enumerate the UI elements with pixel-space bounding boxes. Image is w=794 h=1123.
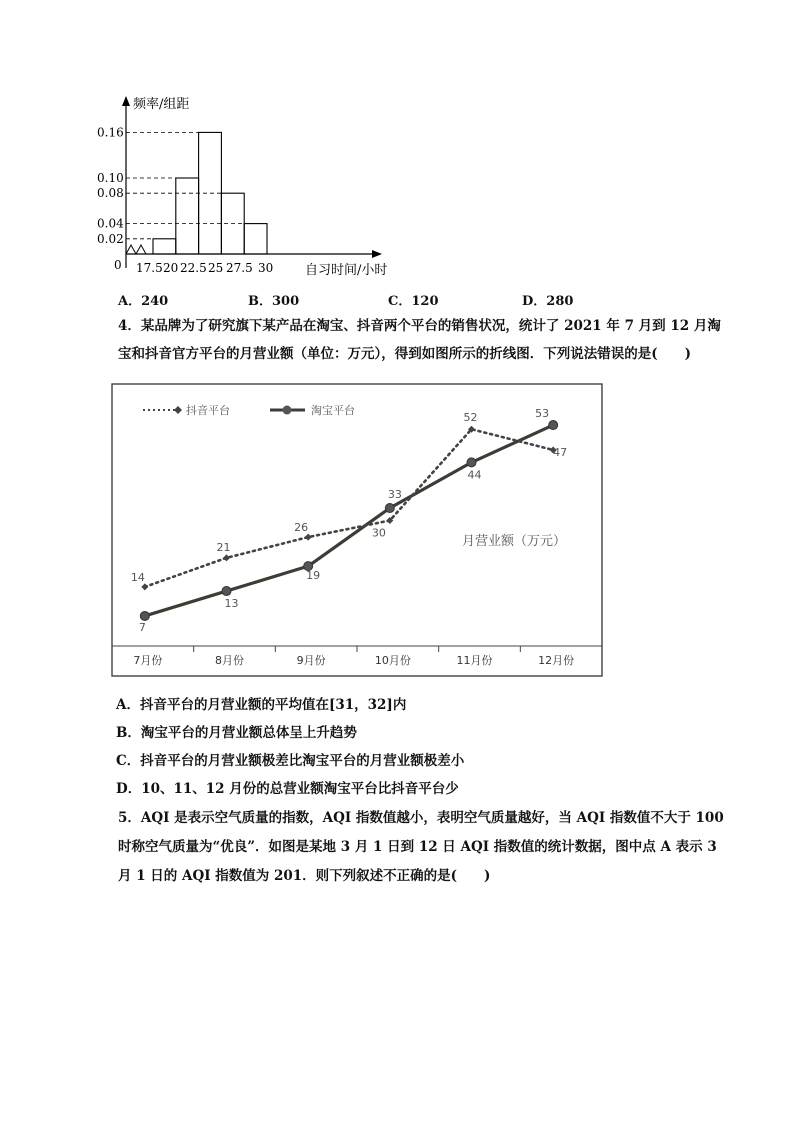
legend-taobao-label: 淘宝平台 [311, 404, 355, 417]
douyin-value-label: 52 [463, 411, 478, 425]
hist-bar-1 [153, 239, 176, 254]
hist-y-tick: 0.16 [97, 125, 124, 140]
month-label: 12月份 [538, 654, 575, 667]
q3-option-a: A．240 [118, 294, 169, 309]
hist-x-tick: 22.5 [180, 261, 207, 275]
q4-option-a: A．抖音平台的月营业额的平均值在[31，32]内 [116, 697, 407, 713]
q4-option-d: D．10、11、12 月份的总营业额淘宝平台比抖音平台少 [116, 781, 459, 797]
month-label: 9月份 [296, 654, 326, 667]
month-label: 7月份 [133, 654, 163, 667]
douyin-value-label: 14 [130, 570, 145, 584]
taobao-value-label: 53 [535, 407, 550, 421]
taobao-value-label: 19 [306, 569, 321, 583]
q5-stem-line1: 5．AQI 是表示空气质量的指数，AQI 指数值越小，表明空气质量越好，当 AQI 指数值不大于 100 [118, 810, 724, 826]
taobao-point [385, 504, 394, 513]
taobao-point [140, 611, 149, 620]
q3-option-d: D．280 [522, 294, 574, 309]
taobao-value-label: 44 [467, 468, 482, 482]
taobao-point [549, 421, 558, 430]
q4-stem-line1: 4．某品牌为了研究旗下某产品在淘宝、抖音两个平台的销售状况，统计了 2021 年 7 月到 12 月淘 [118, 318, 721, 334]
hist-x-tick: 20 [163, 261, 179, 275]
q4-option-b: B．淘宝平台的月营业额总体呈上升趋势 [116, 725, 357, 741]
legend-taobao-marker [283, 406, 292, 415]
month-label: 11月份 [456, 654, 493, 667]
legend-douyin-label: 抖音平台 [186, 404, 230, 417]
chart-title: 月营业额（万元） [462, 534, 567, 549]
month-label: 10月份 [374, 654, 411, 667]
q3-option-b: B．300 [248, 294, 300, 309]
hist-x-tick: 25 [208, 261, 224, 275]
hist-y-arrow [122, 96, 130, 106]
q4-stem-line2: 宝和抖音官方平台的月营业额（单位：万元），得到如图所示的折线图．下列说法错误的是( ) [118, 346, 692, 362]
line-chart [0, 370, 794, 690]
hist-x-tick: 30 [258, 261, 274, 275]
hist-y-label: 频率/组距 [133, 97, 190, 112]
histogram [0, 0, 794, 300]
hist-x-tick: 27.5 [226, 261, 253, 275]
hist-y-tick: 0.10 [97, 171, 124, 185]
hist-y-tick: 0.02 [97, 231, 124, 246]
douyin-value-label: 30 [371, 526, 386, 540]
douyin-value-label: 26 [294, 521, 309, 535]
douyin-value-label: 47 [553, 445, 568, 459]
q5-stem-line2: 时称空气质量为“优良”．如图是某地 3 月 1 日到 12 日 AQI 指数值的统计数据，图中点 A 表示 3 [118, 839, 717, 855]
month-label: 8月份 [215, 654, 244, 667]
taobao-value-label: 13 [224, 597, 239, 611]
hist-bar-5 [244, 224, 267, 254]
q4-option-c: C．抖音平台的月营业额极差比淘宝平台的月营业额极差小 [116, 753, 465, 769]
hist-y-tick: 0.04 [97, 216, 124, 231]
hist-x-label: 自习时间/小时 [305, 263, 388, 278]
taobao-point [467, 458, 476, 467]
q5-stem-line3: 月 1 日的 AQI 指数值为 201．则下列叙述不正确的是( ) [118, 868, 491, 884]
q3-option-c: C．120 [388, 294, 439, 309]
axis-break-mark [126, 245, 146, 254]
taobao-value-label: 33 [387, 488, 402, 502]
hist-x-arrow [372, 250, 382, 258]
hist-origin: 0 [114, 258, 122, 272]
hist-bar-2 [176, 178, 199, 254]
hist-x-tick: 17.5 [136, 261, 163, 275]
douyin-value-label: 21 [216, 540, 231, 554]
hist-y-tick: 0.08 [97, 186, 124, 201]
taobao-point [222, 587, 231, 596]
taobao-value-label: 7 [138, 620, 146, 634]
